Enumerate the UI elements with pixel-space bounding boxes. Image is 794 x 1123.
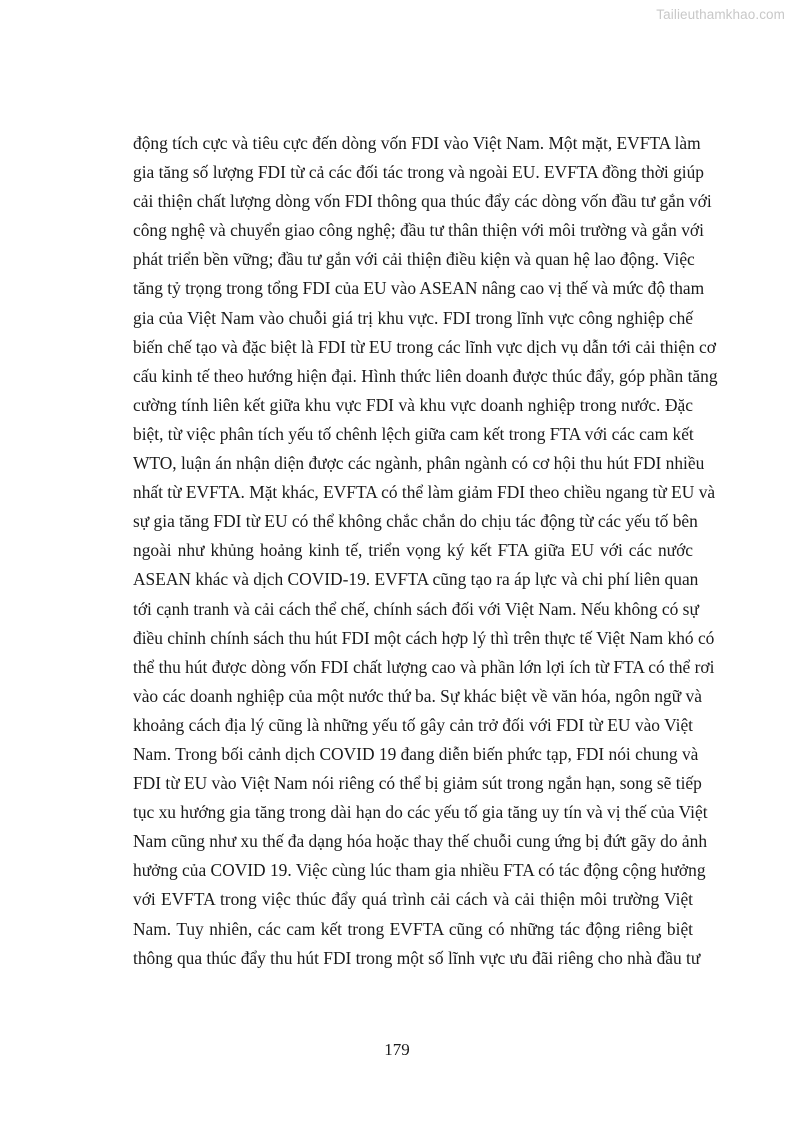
- text-line: FDI từ EU vào Việt Nam nói riêng có thể bị giảm sút trong ngắn hạn, song sẽ tiếp: [133, 773, 702, 794]
- text-line: biệt, từ việc phân tích yếu tố chênh lệch giữa cam kết trong FTA với các cam kết: [133, 423, 694, 444]
- text-line: Nam. Tuy nhiên, các cam kết trong EVFTA cũng có những tác động riêng biệt: [133, 918, 693, 939]
- text-line: tục xu hướng gia tăng trong dài hạn do các yếu tố gia tăng uy tín và vị thế của Việt: [133, 802, 708, 823]
- text-line: thông qua thúc đẩy thu hút FDI trong một số lĩnh vực ưu đãi riêng cho nhà đầu tư: [133, 947, 701, 968]
- text-line: vào các doanh nghiệp của một nước thứ ba. Sự khác biệt về văn hóa, ngôn ngữ và: [133, 685, 702, 706]
- text-line: ASEAN khác và dịch COVID-19. EVFTA cũng tạo ra áp lực và chi phí liên quan: [133, 569, 699, 590]
- text-line: thể thu hút được dòng vốn FDI chất lượng cao và phần lớn lợi ích từ FTA có thể rơi: [133, 656, 715, 677]
- text-line: điều chỉnh chính sách thu hút FDI một cách hợp lý thì trên thực tế Việt Nam khó có: [133, 627, 715, 648]
- text-line: động tích cực và tiêu cực đến dòng vốn FDI vào Việt Nam. Một mặt, EVFTA làm: [133, 133, 701, 153]
- text-line: tới cạnh tranh và cải cách thể chế, chính sách đối với Việt Nam. Nếu không có sự: [133, 598, 699, 619]
- text-line: ngoài như khủng hoảng kinh tế, triển vọng ký kết FTA giữa EU với các nước: [133, 540, 693, 561]
- watermark-text: Tailieuthamkhao.com: [656, 7, 785, 22]
- text-line: cấu kinh tế theo hướng hiện đại. Hình thức liên doanh được thúc đẩy, góp phần tăng: [133, 365, 718, 386]
- text-line: phát triển bền vững; đầu tư gắn với cải thiện điều kiện và quan hệ lao động. Việc: [133, 249, 695, 270]
- text-line: WTO, luận án nhận diện được các ngành, phân ngành có cơ hội thu hút FDI nhiều: [133, 453, 705, 474]
- text-line: hưởng của COVID 19. Việc cùng lúc tham gia nhiều FTA có tác động cộng hưởng: [133, 860, 706, 881]
- text-line: Nam. Trong bối cảnh dịch COVID 19 đang diễn biến phức tạp, FDI nói chung và: [133, 743, 699, 764]
- text-line: gia tăng số lượng FDI từ cả các đối tác trong và ngoài EU. EVFTA đồng thời giúp: [133, 162, 704, 183]
- body-paragraph: [133, 129, 718, 973]
- text-line: cải thiện chất lượng dòng vốn FDI thông qua thúc đẩy các dòng vốn đầu tư gắn với: [133, 191, 712, 212]
- text-line: khoảng cách địa lý cũng là những yếu tố gây cản trở đối với FDI từ EU vào Việt: [133, 714, 693, 735]
- text-line: sự gia tăng FDI từ EU có thể không chắc chắn do chịu tác động từ các yếu tố bên: [133, 511, 698, 532]
- text-line: cường tính liên kết giữa khu vực FDI và khu vực doanh nghiệp trong nước. Đặc: [133, 394, 693, 415]
- text-line: Nam cũng như xu thế đa dạng hóa hoặc thay thế chuỗi cung ứng bị đứt gãy do ảnh: [133, 831, 708, 852]
- text-line: biến chế tạo và đặc biệt là FDI từ EU trong các lĩnh vực dịch vụ dẫn tới cải thiện cơ: [133, 336, 716, 357]
- text-line: gia của Việt Nam vào chuỗi giá trị khu vực. FDI trong lĩnh vực công nghiệp chế: [133, 307, 693, 328]
- text-line: với EVFTA trong việc thúc đẩy quá trình cải cách và cải thiện môi trường Việt: [133, 889, 693, 910]
- text-line: nhất từ EVFTA. Mặt khác, EVFTA có thể làm giảm FDI theo chiều ngang từ EU và: [133, 482, 716, 503]
- text-line: tăng tỷ trọng trong tổng FDI của EU vào ASEAN nâng cao vị thế và mức độ tham: [133, 278, 705, 299]
- page-number: 179: [384, 1040, 410, 1059]
- text-line: công nghệ và chuyển giao công nghệ; đầu tư thân thiện với môi trường và gắn với: [133, 220, 704, 241]
